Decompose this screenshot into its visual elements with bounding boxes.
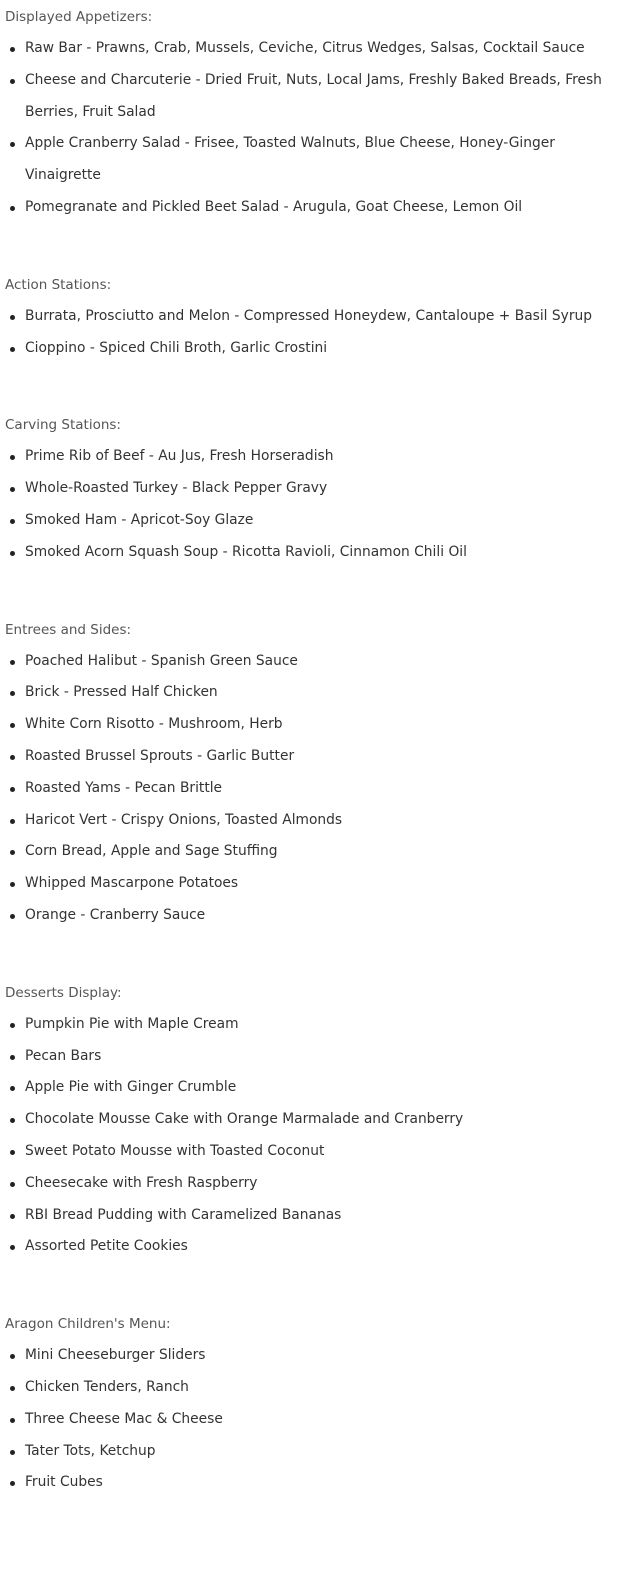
section-entrees-and-sides bbox=[5, 620, 630, 932]
list-item: Apple Pie with Ginger Crumble bbox=[5, 1072, 630, 1104]
item-list bbox=[5, 1009, 630, 1263]
list-item: Pomegranate and Pickled Beet Salad - Arugula, Goat Cheese, Lemon Oil bbox=[5, 192, 630, 224]
list-item: Prime Rib of Beef - Au Jus, Fresh Horseradish bbox=[5, 441, 630, 473]
list-item: Roasted Brussel Sprouts - Garlic Butter bbox=[5, 741, 630, 773]
list-item: Poached Halibut - Spanish Green Sauce bbox=[5, 646, 630, 678]
item-list bbox=[5, 33, 630, 224]
section-desserts-display bbox=[5, 983, 630, 1263]
section-heading: Action Stations: bbox=[5, 276, 112, 293]
section-displayed-appetizers bbox=[5, 7, 630, 224]
section-heading: Entrees and Sides: bbox=[5, 621, 132, 638]
list-item: Corn Bread, Apple and Sage Stuffing bbox=[5, 836, 630, 868]
list-item: Cheesecake with Fresh Raspberry bbox=[5, 1168, 630, 1200]
list-item: Smoked Ham - Apricot-Soy Glaze bbox=[5, 505, 630, 537]
list-item: RBI Bread Pudding with Caramelized Bananas bbox=[5, 1200, 630, 1232]
list-item: Roasted Yams - Pecan Brittle bbox=[5, 773, 630, 805]
list-item: Tater Tots, Ketchup bbox=[5, 1436, 630, 1468]
list-item: Whipped Mascarpone Potatoes bbox=[5, 868, 630, 900]
list-item: Chicken Tenders, Ranch bbox=[5, 1372, 630, 1404]
list-item: Three Cheese Mac & Cheese bbox=[5, 1404, 630, 1436]
section-heading: Carving Stations: bbox=[5, 417, 121, 434]
list-item: Assorted Petite Cookies bbox=[5, 1231, 630, 1263]
list-item: Whole-Roasted Turkey - Black Pepper Gravy bbox=[5, 473, 630, 505]
list-item: Brick - Pressed Half Chicken bbox=[5, 677, 630, 709]
list-item: Orange - Cranberry Sauce bbox=[5, 900, 630, 932]
section-carving-stations bbox=[5, 415, 630, 568]
section-heading: Aragon Children's Menu: bbox=[5, 1316, 171, 1333]
list-item: Fruit Cubes bbox=[5, 1467, 630, 1499]
section-action-stations bbox=[5, 275, 630, 365]
list-item: Apple Cranberry Salad - Frisee, Toasted Walnuts, Blue Cheese, Honey-Ginger Vinaigrette bbox=[5, 128, 630, 192]
item-list bbox=[5, 646, 630, 932]
section-heading: Displayed Appetizers: bbox=[5, 9, 153, 25]
item-list bbox=[5, 441, 630, 568]
list-item: Cioppino - Spiced Chili Broth, Garlic Crostini bbox=[5, 333, 630, 365]
list-item: Mini Cheeseburger Sliders bbox=[5, 1340, 630, 1372]
list-item: Cheese and Charcuterie - Dried Fruit, Nuts, Local Jams, Freshly Baked Breads, Fresh Berries, Fruit Salad bbox=[5, 65, 630, 129]
section-childrens-menu bbox=[5, 1314, 630, 1499]
list-item: Chocolate Mousse Cake with Orange Marmalade and Cranberry bbox=[5, 1104, 630, 1136]
list-item: White Corn Risotto - Mushroom, Herb bbox=[5, 709, 630, 741]
list-item: Smoked Acorn Squash Soup - Ricotta Ravioli, Cinnamon Chili Oil bbox=[5, 537, 630, 569]
list-item: Sweet Potato Mousse with Toasted Coconut bbox=[5, 1136, 630, 1168]
list-item: Haricot Vert - Crispy Onions, Toasted Almonds bbox=[5, 805, 630, 837]
list-item: Burrata, Prosciutto and Melon - Compressed Honeydew, Cantaloupe + Basil Syrup bbox=[5, 301, 630, 333]
item-list bbox=[5, 301, 630, 365]
list-item: Pecan Bars bbox=[5, 1041, 630, 1073]
list-item: Pumpkin Pie with Maple Cream bbox=[5, 1009, 630, 1041]
item-list bbox=[5, 1340, 630, 1499]
list-item: Raw Bar - Prawns, Crab, Mussels, Ceviche, Citrus Wedges, Salsas, Cocktail Sauce bbox=[5, 33, 630, 65]
section-heading: Desserts Display: bbox=[5, 984, 122, 1001]
